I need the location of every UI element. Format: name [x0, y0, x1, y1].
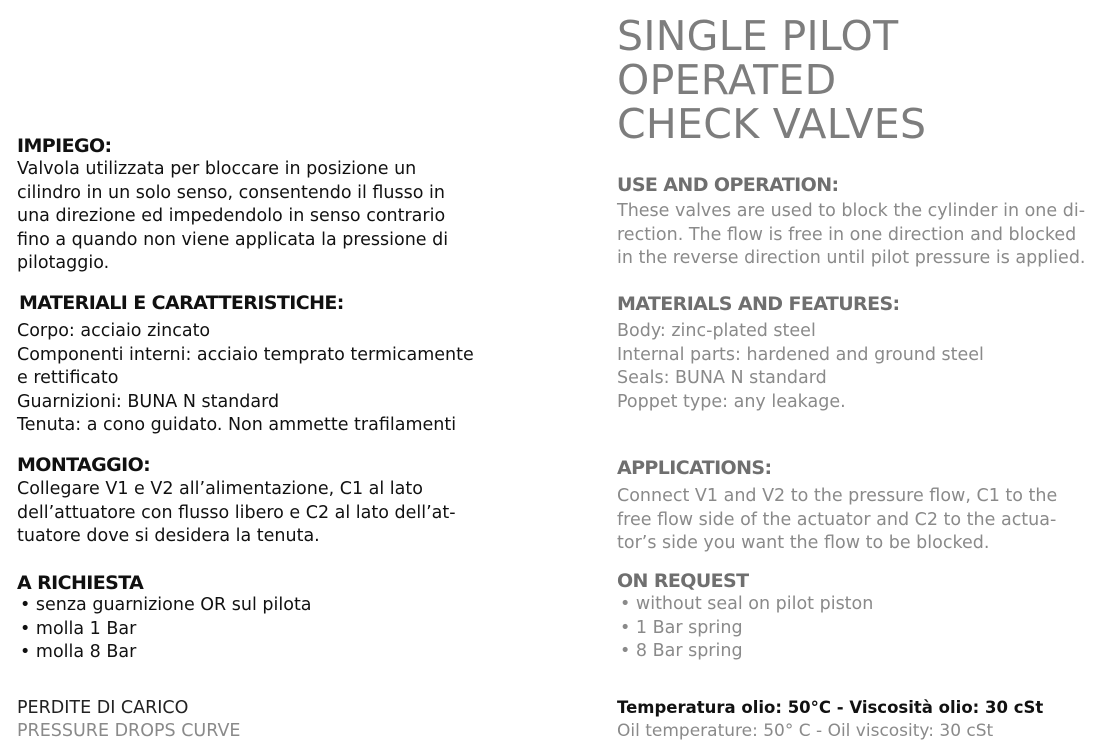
materials-text: [617, 320, 984, 414]
request-list: [620, 593, 873, 664]
text-line: cilindro in un solo senso, consentendo il flusso in: [17, 182, 445, 203]
text-line: Connect V1 and V2 to the pressure flow, C1 to the: [617, 486, 1058, 506]
text-line: Componenti interni: acciaio temprato termicamente: [17, 344, 474, 365]
list-item: • 8 Bar spring: [620, 640, 873, 664]
materiali-heading: MATERIALI E CARATTERISTICHE:: [19, 292, 344, 314]
text-line: Body: zinc-plated steel: [617, 321, 816, 341]
text-line: Guarnizioni: BUNA N standard: [17, 391, 280, 412]
richiesta-heading: A RICHIESTA: [17, 572, 144, 594]
temperature-it: Temperatura olio: 50°C - Viscosità olio: 30 cSt: [617, 698, 1044, 717]
use-text: [617, 200, 1085, 271]
text-line: Collegare V1 e V2 all’alimentazione, C1 al lato: [17, 479, 423, 499]
impiego-text: [17, 158, 448, 276]
richiesta-list: [20, 594, 312, 665]
applications-text: [617, 485, 1057, 556]
perdite-label-en: PRESSURE DROPS CURVE: [17, 721, 241, 741]
request-heading: ON REQUEST: [617, 570, 749, 592]
list-item: • molla 8 Bar: [20, 641, 312, 665]
title-line: CHECK VALVES: [617, 100, 927, 148]
text-line: Corpo: acciaio zincato: [17, 321, 211, 341]
temperature-en: Oil temperature: 50° C - Oil viscosity: 30 cSt: [617, 721, 994, 741]
text-line: free flow side of the actuator and C2 to the actua-: [617, 509, 1057, 530]
materials-heading: MATERIALS AND FEATURES:: [617, 293, 900, 315]
text-line: pilotaggio.: [17, 253, 110, 273]
text-line: tor’s side you want the flow to be blocked.: [617, 533, 990, 553]
text-line: These valves are used to block the cylinder in one di-: [617, 201, 1086, 221]
montaggio-text: [17, 478, 456, 549]
page-title: [617, 14, 926, 146]
use-heading: USE AND OPERATION:: [617, 174, 839, 196]
text-line: rection. The flow is free in one direction and blocked: [617, 224, 1077, 245]
list-item: • 1 Bar spring: [620, 617, 873, 641]
text-line: fino a quando non viene applicata la pressione di: [17, 229, 449, 250]
text-line: tuatore dove si desidera la tenuta.: [17, 526, 320, 546]
impiego-heading: IMPIEGO:: [17, 135, 112, 157]
list-item: • without seal on pilot piston: [620, 593, 873, 617]
materiali-text: [17, 320, 474, 438]
text-line: in the reverse direction until pilot pressure is applied.: [617, 248, 1086, 268]
text-line: Valvola utilizzata per bloccare in posizione un: [17, 159, 417, 179]
text-line: Tenuta: a cono guidato. Non ammette trafilamenti: [17, 415, 457, 435]
title-line: OPERATED: [617, 56, 837, 104]
title-line: SINGLE PILOT: [617, 12, 899, 60]
text-line: Internal parts: hardened and ground steel: [617, 344, 984, 365]
text-line: una direzione ed impedendolo in senso contrario: [17, 206, 446, 226]
text-line: Poppet type: any leakage.: [617, 391, 846, 412]
text-line: e rettificato: [17, 368, 119, 388]
montaggio-heading: MONTAGGIO:: [17, 454, 151, 476]
applications-heading: APPLICATIONS:: [617, 457, 772, 479]
list-item: • molla 1 Bar: [20, 618, 312, 642]
text-line: Seals: BUNA N standard: [617, 368, 827, 388]
text-line: dell’attuatore con flusso libero e C2 al lato dell’at-: [17, 502, 456, 523]
list-item: • senza guarnizione OR sul pilota: [20, 594, 312, 618]
perdite-label-it: PERDITE DI CARICO: [17, 698, 189, 718]
